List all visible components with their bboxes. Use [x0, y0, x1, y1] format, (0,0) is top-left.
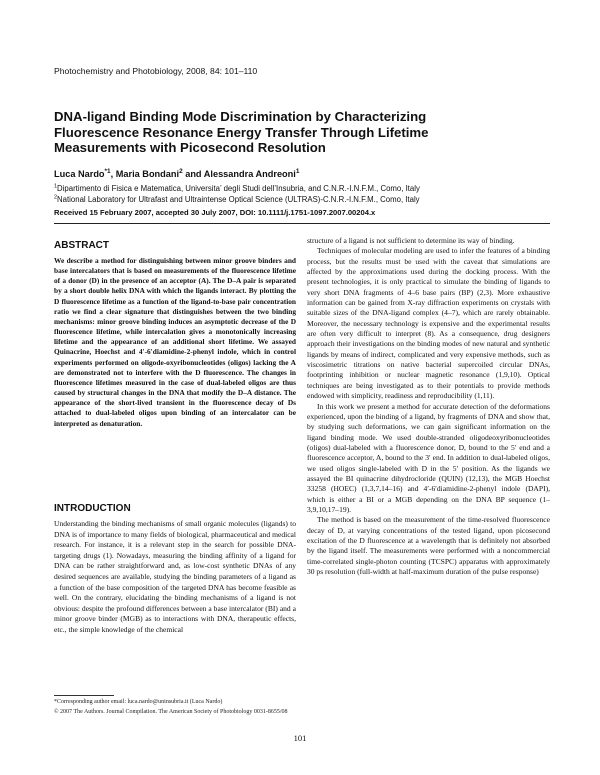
abstract-heading: ABSTRACT	[54, 240, 109, 251]
paper-title	[54, 109, 554, 156]
author-superscript: 1	[295, 167, 300, 175]
received-dates-doi: Received 15 February 2007, accepted 30 July 2007, DOI: 10.1111/j.1751-1097.2007.00204.x	[54, 208, 376, 217]
corresponding-author-footnote: *Corresponding author email: luca.nardo@uninsubria.it (Luca Nardo)	[54, 699, 223, 705]
author-name: Luca Nardo	[54, 169, 105, 179]
title-line-2: Fluorescence Resonance Energy Transfer Through Lifetime	[54, 124, 429, 140]
copyright-footnote: © 2007 The Authors. Journal Compilation. The American Society of Photobiology 0031-8655/08	[54, 709, 288, 715]
paragraph: Understanding the binding mechanisms of small organic molecules (ligands) to DNA is of importance to many fields of biological, pharmaceutical and medical research. For instance, it is a relevant step in the search for possible DNA-targeting drugs (1). Nowadays, measuring the binding affinity of a ligand for DNA can be rather straightforward and, as low-cost synthetic DNAs of any desired sequences are available, studying the binding parameters of a ligand as a function of the base composition of the targeted DNA has become feasible as well. On the contrary, elucidating the binding mechanisms of a ligand is not obvious: despite the profound differences between a base intercalator (BI) and a minor groove binder (MGB) as to interactions with DNA, therapeutic effects, etc., the simple knowledge of the chemical	[54, 519, 296, 634]
affiliation-text: Dipartimento di Fisica e Matematica, Universita’ degli Studi dell’Insubria, and C.N.R.-I.N.F.M., Como, Italy	[57, 184, 420, 193]
title-line-3: Measurements with Picosecond Resolution	[54, 140, 326, 155]
introduction-heading: INTRODUCTION	[54, 503, 131, 514]
paragraph: structure of a ligand is not sufficient to determine its way of binding.	[307, 236, 515, 245]
paragraph: In this work we present a method for accurate detection of the deformations experienced, upon the binding of a ligand, by fragments of DNA and show that, by studying such deformations, we can gain significant information on the ligand binding mode. We used double-stranded oligodeoxyribonucleotides (oligos) dual-labeled with a fluorescence donor, D, bound to the 5′ end and a fluorescence acceptor, A, bound to the 3′ end. In addition to dual-labeled oligos, we used oligos single-labeled with D in the 5′ position. As the ligands we assayed the BI quinacrine dihydrocloride (QUIN) (12,13), the MGB Hoechst 33258 (HOEC) (1,3,7,14–16) and 4′-6′diamidine-2-phenyl indole (DAPI), which is either a BI or a MGB depending on the DNA BP sequence (1–3,9,10,17–19).	[307, 401, 550, 514]
introduction-body	[54, 519, 296, 636]
author-superscript: 2	[179, 167, 183, 175]
page-number: 101	[293, 733, 307, 743]
author-separator: ,	[110, 169, 116, 179]
journal-citation: Photochemistry and Photobiology, 2008, 84: 101–110	[54, 66, 258, 76]
title-line-1: DNA-ligand Binding Mode Discrimination by Characterizing	[54, 109, 427, 124]
affiliation-text: National Laboratory for Ultrafast and Ultraintense Optical Science (ULTRAS)-C.N.R.-I.N.F.M., Como, Italy	[57, 195, 420, 204]
author-name: Maria Bondani	[115, 169, 180, 179]
author-name: Alessandra Andreoni	[203, 169, 296, 179]
affiliation-marker: 1	[54, 183, 58, 190]
affiliation-1	[54, 184, 574, 193]
author-list	[54, 169, 299, 179]
affiliation-marker: 2	[54, 194, 58, 201]
header-divider	[54, 223, 550, 224]
author-superscript: *1	[104, 167, 111, 175]
abstract-text: We describe a method for distinguishing between minor groove binders and base intercalators that is based on measurements of the fluorescence lifetime of a donor (D) in the presence of an acceptor (A). The D–A pair is separated by a short double helix DNA with which the ligands interact. By plotting the D fluorescence lifetime as a function of the ligand-to-base pair concentration ratio we find a clear signature that distinguishes between the two binding mechanisms: minor groove binding induces an asymptotic decrease of the D fluorescence lifetime, while intercalation gives a monotonically increasing lifetime and the appearance of an additional short lifetime. We assayed Quinacrine, Hoechst and 4′-6′diamidine-2-phenyl indole, which in control experiments performed on oligode-oxyribonucleotides (oligos) lacking the A are demonstrated not to interfere with the D fluorescence. The changes in fluorescence lifetimes measured in the case of dual-labeled oligos are thus caused by structural changes in the DNA that modify the D–A distance. The appearance of the short-lived transient in the fluorescence decay of Ds attached to dual-labeled oligos upon binding of an intercalator can be interpreted as denaturation.	[54, 256, 296, 428]
affiliation-2	[54, 195, 574, 204]
author-separator: and	[182, 169, 204, 179]
paragraph: The method is based on the measurement of the time-resolved fluorescence decay of D, at varying concentrations of the tested ligand, upon picosecond excitation of the D fluorescence at a wavelength that is definitely not absorbed by the ligand itself. The measurements were performed with a noncommercial time-correlated single-photon counting (TCSPC) apparatus with approximately 30 ps resolution (full-width at half-maximum duration of the pulse response)	[307, 515, 550, 576]
footnote-divider	[54, 695, 114, 696]
paragraph: Techniques of molecular modeling are used to infer the features of a binding process, but the results must be used with the caveat that simulations are affected by the approximations used during the docking process. With the present technologies, it is only practical to simulate the binding of ligands to very short DNA fragments of 4–6 base pairs (BP) (2,3). More exhaustive information can be gained from X-ray diffraction experiments on crystals with suitable sizes of the DNA-ligand complex (4–7), which are rarely obtainable. Moreover, the necessary technology is expensive and the experimental results are often very difficult to interpret (8). As a consequence, drug designers approach their investigations on the binding modes of new natural and synthetic ligands by means of indirect, complicated and very expensive methods, such as viscosimetric titrations on native bacterial supercoiled circular DNAs, footprinting inhibition or nuclear magnetic resonance (1,9,10). Optical techniques are being investigated as to their potentials to provide methods endowed with simplicity, readiness and reproducibility (1,11).	[307, 246, 550, 401]
right-column-body	[307, 236, 550, 577]
